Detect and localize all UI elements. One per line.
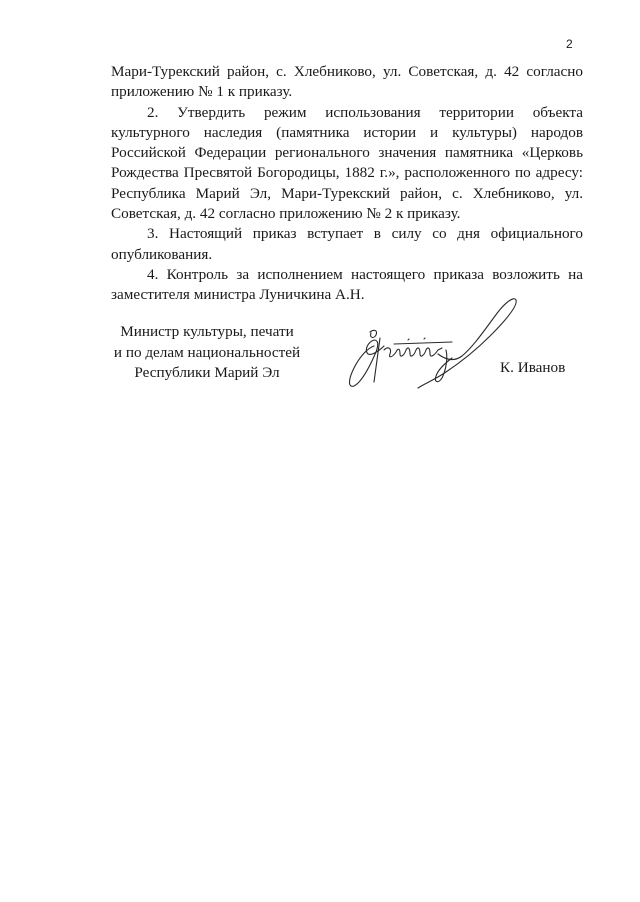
- paragraph-item-3: 3. Настоящий приказ вступает в силу со дня официального опубликования.: [111, 225, 583, 263]
- signatory-position-line-2: и по делам национальностей: [113, 343, 301, 361]
- paragraph-item-4: 4. Контроль за исполнением настоящего приказа возложить на заместителя министра Луничкина А.Н.: [111, 265, 583, 304]
- page-number: 2: [566, 37, 573, 51]
- paragraph-item-2: 2. Утвердить режим использования территории объекта культурного наследия (памятника истории и культуры) народов Российской Федерации регионального значения памятника «Церковь Рождества Пресвятой Богородицы, 1882 г.», расположенного по адресу: Республика Марий Эл, Мари-Турекский район, с. Хлебниково, ул. Советская, д. 42 согласно приложению № 2 к приказу.: [111, 103, 583, 223]
- handwritten-signature-icon: [334, 292, 530, 404]
- paragraph-continuation: Мари-Турекский район, с. Хлебниково, ул. Советская, д. 42 согласно приложению № 1 к приказу.: [111, 63, 583, 101]
- signatory-position-line-3: Республики Марий Эл: [134, 364, 280, 381]
- signatory-name: К. Иванов: [500, 359, 566, 376]
- order-body-text: [111, 62, 583, 306]
- signatory-position-line-1: Министр культуры, печати: [120, 323, 294, 340]
- signatory-position: [96, 322, 318, 384]
